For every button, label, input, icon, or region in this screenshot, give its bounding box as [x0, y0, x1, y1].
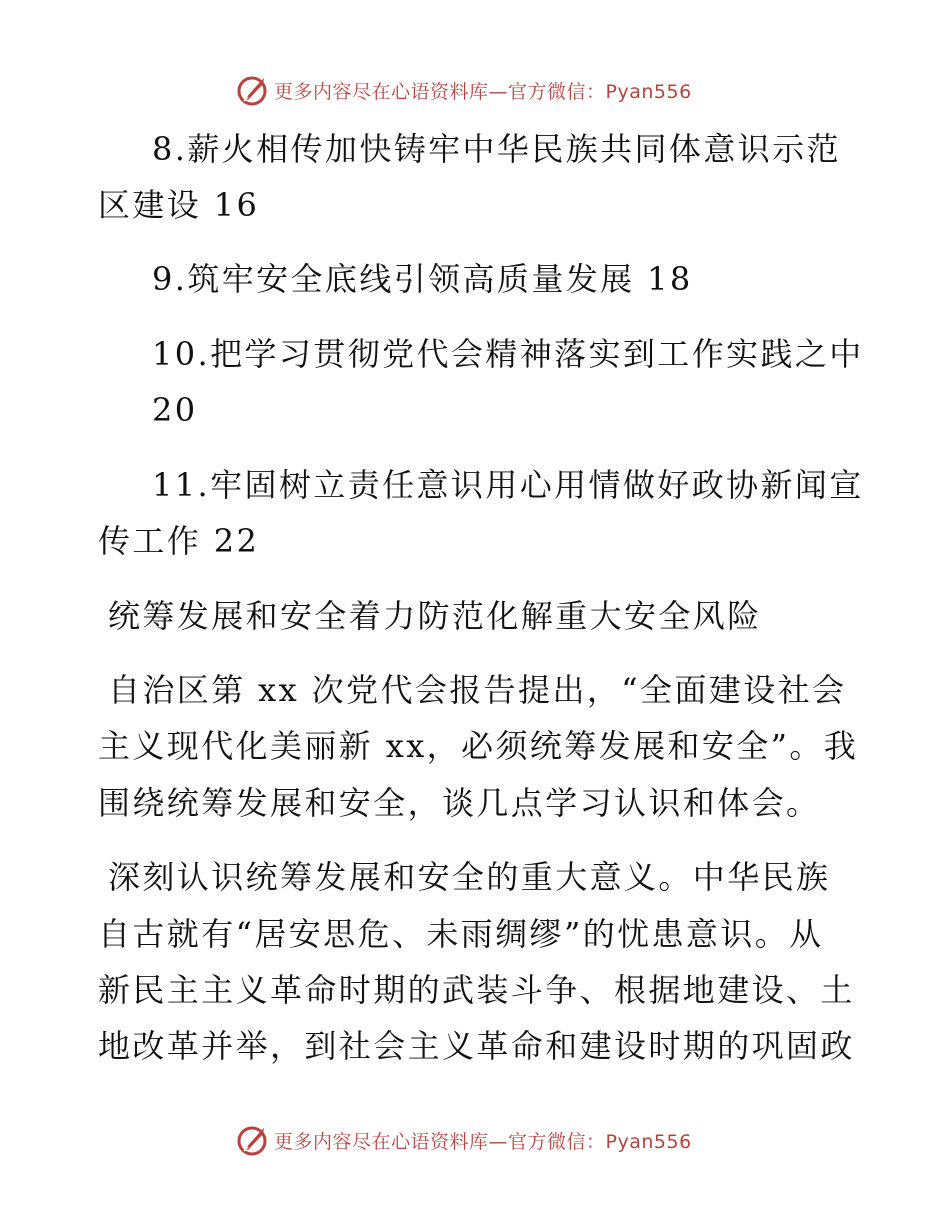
toc-item-11-continued: 传工作 22: [98, 522, 260, 560]
toc-item-9: 9.筑牢安全底线引领高质量发展 18: [152, 260, 693, 298]
header-watermark: [236, 73, 692, 107]
pen-logo-icon: [236, 73, 270, 107]
paragraph-1-line-3: 围绕统筹发展和安全，谈几点学习认识和体会。: [98, 784, 821, 822]
toc-item-10-page: 20: [152, 391, 198, 429]
toc-item-10: 10.把学习贯彻党代会精神落实到工作实践之中: [152, 335, 864, 373]
paragraph-2-line-4: 地改革并举，到社会主义革命和建设时期的巩固政: [98, 1027, 855, 1065]
paragraph-1-line-2: 主义现代化美丽新 xx，必须统筹发展和安全”。我: [98, 727, 859, 765]
paragraph-2-line-1: 深刻认识统筹发展和安全的重大意义。中华民族: [108, 858, 831, 896]
toc-item-11: 11.牢固树立责任意识用心用情做好政协新闻宣: [152, 466, 864, 504]
paragraph-2-line-2: 自古就有“居安思危、未雨绸缪”的忧患意识。从: [98, 915, 824, 953]
pen-logo-icon: [236, 1123, 270, 1157]
section-heading: 统筹发展和安全着力防范化解重大安全风险: [108, 597, 762, 635]
footer-watermark: [236, 1123, 692, 1157]
toc-item-8-continued: 区建设 16: [98, 186, 260, 224]
toc-item-8: 8.薪火相传加快铸牢中华民族共同体意识示范: [152, 130, 841, 168]
watermark-text: 更多内容尽在心语资料库—官方微信：Pyan556: [274, 1130, 692, 1153]
watermark-text: 更多内容尽在心语资料库—官方微信：Pyan556: [274, 80, 692, 103]
paragraph-2-line-3: 新民主主义革命时期的武装斗争、根据地建设、土: [98, 971, 855, 1009]
paragraph-1-line-1: 自治区第 xx 次党代会报告提出，“全面建设社会: [108, 671, 847, 709]
